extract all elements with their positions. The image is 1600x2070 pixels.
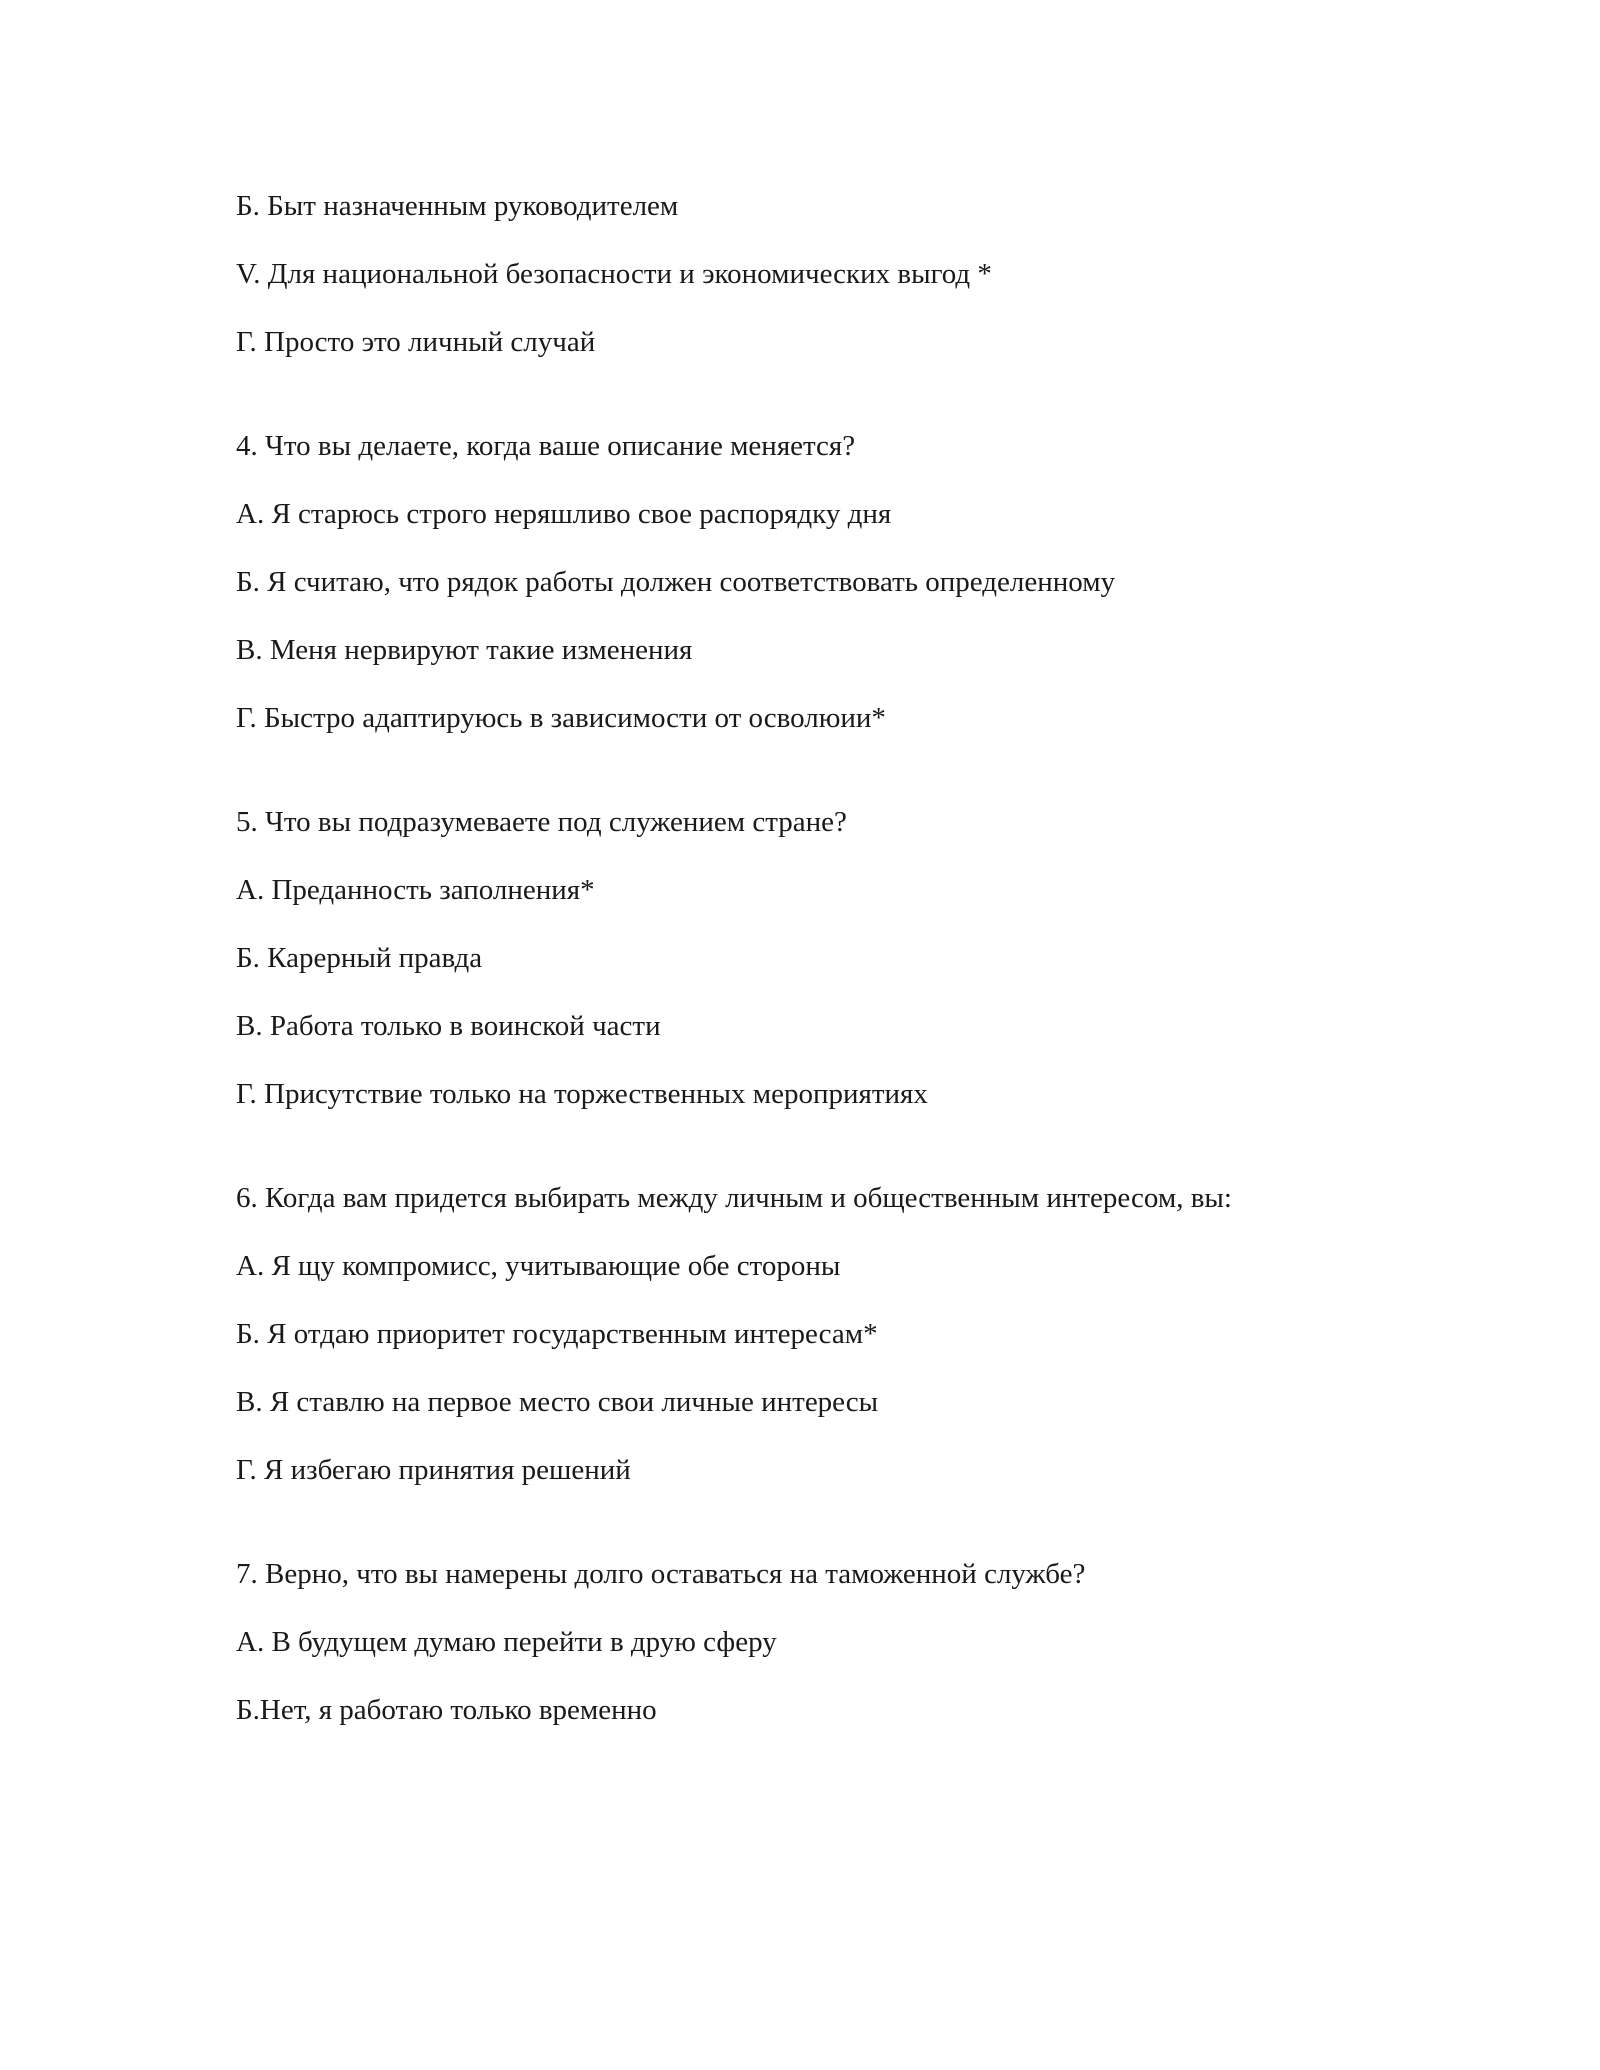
answer-option-v: В. Работа только в воинской части (236, 1010, 661, 1042)
answer-option-g: Г. Быстро адаптируюсь в зависимости от осволюии* (236, 702, 886, 734)
question-block-6 (236, 1180, 1436, 1488)
answer-option-g: Г. Просто это личный случай (236, 326, 596, 358)
answer-option-a: А. Я старюсь строго неряшливо свое распорядку дня (236, 498, 892, 530)
question-text: 5. Что вы подразумеваете под служением стране? (236, 806, 847, 838)
answer-option-v: В. Меня нервируют такие изменения (236, 634, 693, 666)
answer-option-a: А. Преданность заполнения* (236, 874, 595, 906)
question-text: 7. Верно, что вы намерены долго оставаться на таможенной службе? (236, 1558, 1086, 1590)
answer-option-a: А. В будущем думаю перейти в друю сферу (236, 1626, 777, 1658)
question-block-3-continued (236, 188, 1436, 360)
answer-option-b: Б. Быт назначенным руководителем (236, 190, 679, 222)
answer-option-b: Б.Нет, я работаю только временно (236, 1694, 657, 1726)
questionnaire-content (236, 188, 1436, 1796)
question-text: 4. Что вы делаете, когда ваше описание меняется? (236, 430, 856, 462)
answer-option-v: V. Для национальной безопасности и экономических выгод * (236, 258, 992, 290)
answer-option-g: Г. Я избегаю принятия решений (236, 1454, 631, 1486)
question-block-7 (236, 1556, 1436, 1728)
question-block-4 (236, 428, 1436, 736)
question-text: 6. Когда вам придется выбирать между личным и общественным интересом, вы: (236, 1182, 1232, 1214)
answer-option-b: Б. Я считаю, что рядок работы должен соответствовать определенному (236, 566, 1116, 598)
question-block-5 (236, 804, 1436, 1112)
answer-option-b: Б. Карерный правда (236, 942, 483, 974)
answer-option-v: В. Я ставлю на первое место свои личные интересы (236, 1386, 879, 1418)
answer-option-b: Б. Я отдаю приоритет государственным интересам* (236, 1318, 878, 1350)
answer-option-g: Г. Присутствие только на торжественных мероприятиях (236, 1078, 928, 1110)
answer-option-a: А. Я щу компромисс, учитывающие обе стороны (236, 1250, 841, 1282)
